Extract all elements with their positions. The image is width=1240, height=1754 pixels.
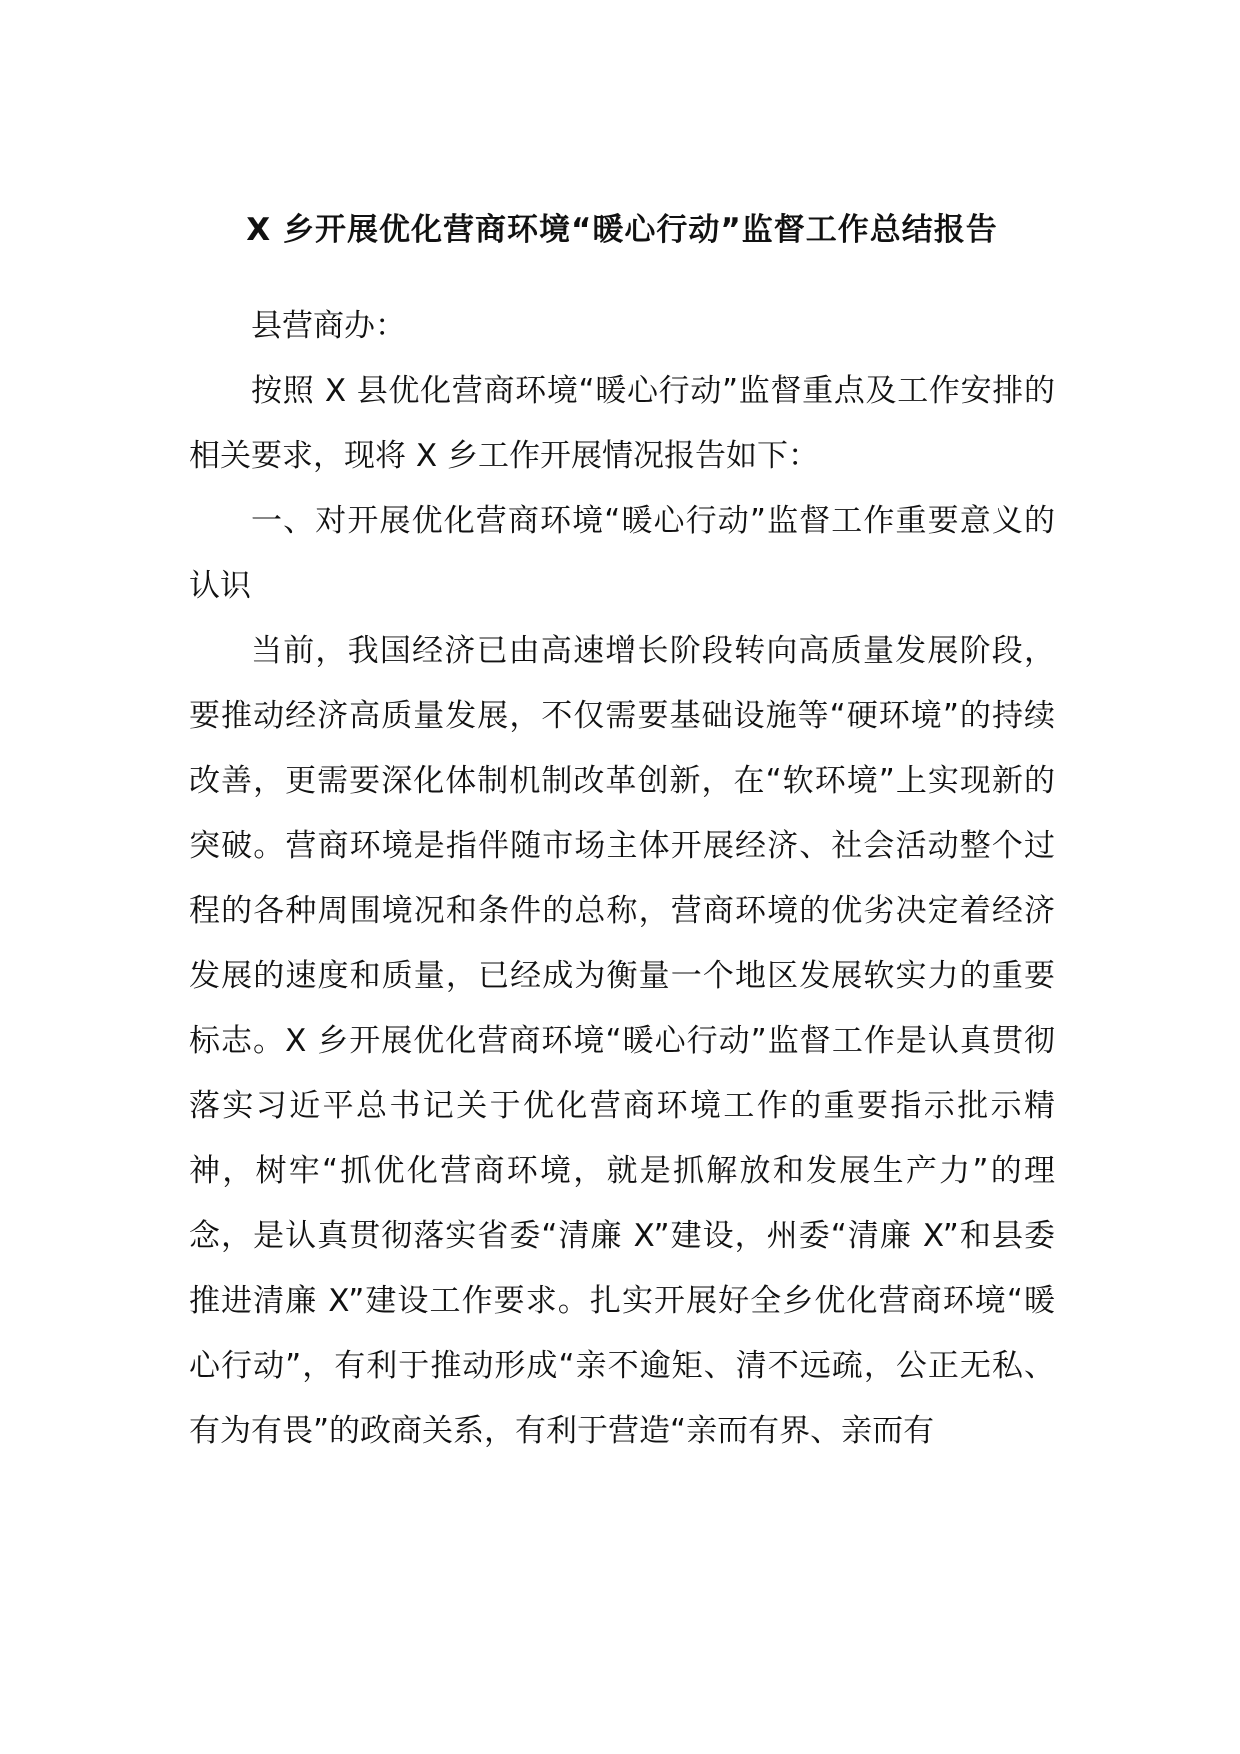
body-paragraph: 当前，我国经济已由高速增长阶段转向高质量发展阶段，要推动经济高质量发展，不仅需要基础设施等“硬环境”的持续改善，更需要深化体制机制改革创新，在“软环境”上实现新的突破。营商环境是指伴随市场主体开展经济、社会活动整个过程的各种周围境况和条件的总称，营商环境的优劣决定着经济发展的速度和质量，已经成为衡量一个地区发展软实力的重要标志。X 乡开展优化营商环境“暖心行动”监督工作是认真贯彻落实习近平总书记关于优化营商环境工作的重要指示批示精神，树牢“抓优化营商环境，就是抓解放和发展生产力”的理念，是认真贯彻落实省委“清廉 X”建设，州委“清廉 X”和县委推进清廉 X”建设工作要求。扎实开展好全乡优化营商环境“暖心行动”，有利于推动形成“亲不逾矩、清不远疏，公正无私、有为有畏”的政商关系，有利于营造“亲而有界、亲而有 [189, 633, 1055, 1449]
section-heading-1: 一、对开展优化营商环境“暖心行动”监督工作重要意义的认识 [189, 503, 1055, 604]
intro-paragraph: 按照 X 县优化营商环境“暖心行动”监督重点及工作安排的相关要求，现将 X 乡工作开展情况报告如下： [189, 373, 1055, 474]
document-title: X 乡开展优化营商环境“暖心行动”监督工作总结报告 [246, 212, 998, 248]
document-body [189, 200, 1055, 1464]
salutation: 县营商办： [251, 308, 406, 344]
